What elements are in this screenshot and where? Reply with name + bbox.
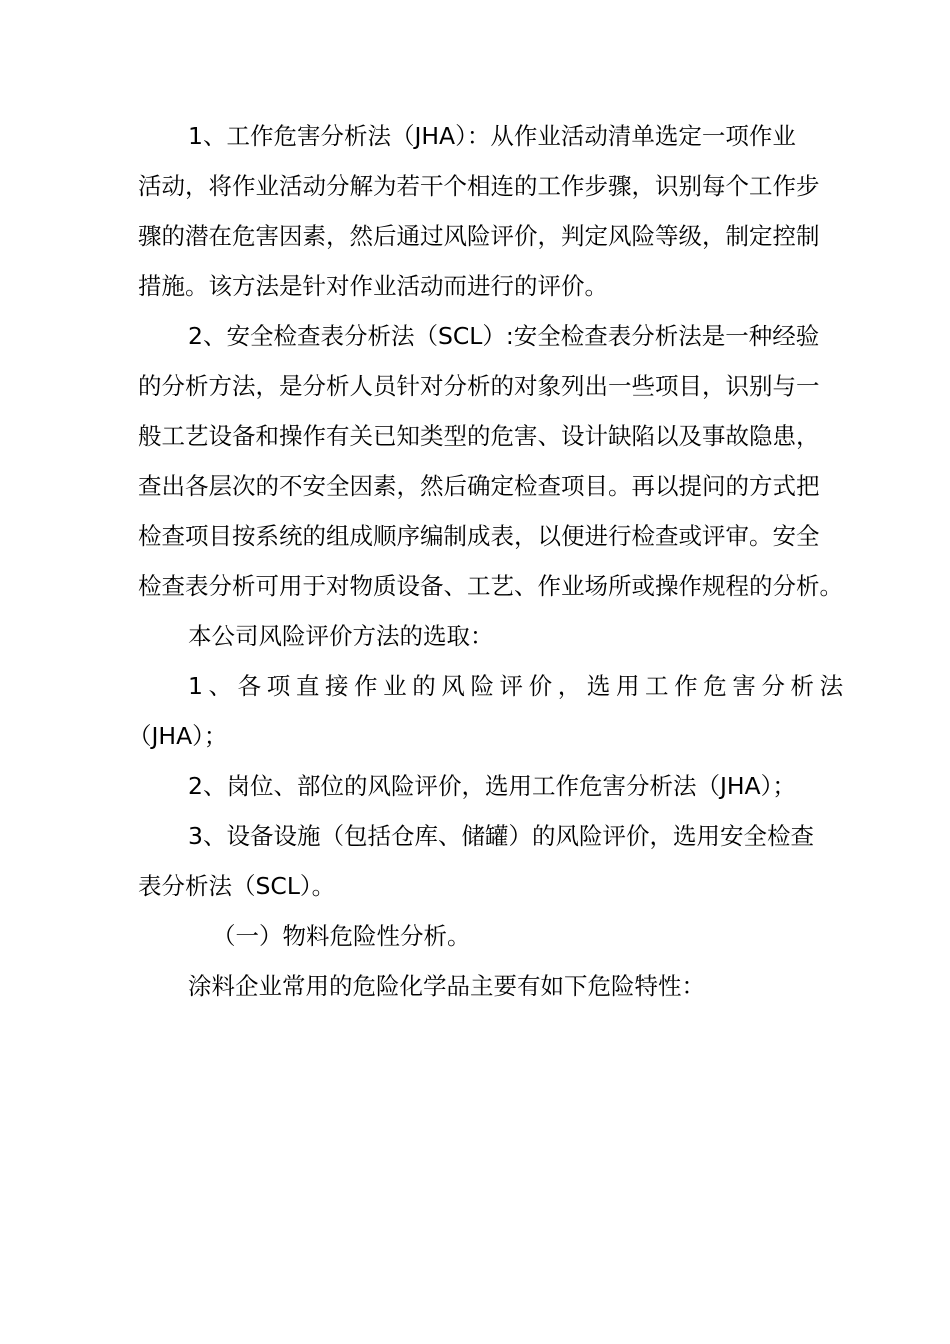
scl-line-2: 的分析方法，是分析人员针对分析的对象列出一些项目，识别与一 bbox=[138, 372, 820, 400]
selection-1-line-1: 1、各项直接作业的风险评价，选用工作危害分析法 bbox=[188, 672, 849, 700]
section-heading: （一）物料危险性分析。 bbox=[212, 922, 471, 950]
jha-line-4: 措施。该方法是针对作业活动而进行的评价。 bbox=[138, 272, 608, 300]
jha-line-3: 骤的潜在危害因素，然后通过风险评价，判定风险等级，制定控制 bbox=[138, 222, 820, 250]
selection-2: 2、岗位、部位的风险评价，选用工作危害分析法（JHA）； bbox=[188, 772, 796, 800]
jha-line-1: 1、工作危害分析法（JHA）：从作业活动清单选定一项作业 bbox=[188, 122, 796, 150]
selection-3-line-2: 表分析法（SCL）。 bbox=[138, 872, 336, 900]
selection-heading: 本公司风险评价方法的选取： bbox=[188, 622, 494, 650]
jha-line-2: 活动，将作业活动分解为若干个相连的工作步骤，识别每个工作步 bbox=[138, 172, 820, 200]
selection-3-line-1: 3、设备设施（包括仓库、储罐）的风险评价，选用安全检查 bbox=[188, 822, 814, 850]
scl-line-1: 2、安全检查表分析法（SCL）:安全检查表分析法是一种经验 bbox=[188, 322, 820, 350]
scl-line-5: 检查项目按系统的组成顺序编制成表，以便进行检查或评审。安全 bbox=[138, 522, 820, 550]
hazard-intro: 涂料企业常用的危险化学品主要有如下危险特性： bbox=[188, 972, 705, 1000]
scl-line-4: 查出各层次的不安全因素，然后确定检查项目。再以提问的方式把 bbox=[138, 472, 820, 500]
selection-1-line-2: （JHA）； bbox=[128, 722, 228, 750]
scl-line-3: 般工艺设备和操作有关已知类型的危害、设计缺陷以及事故隐患， bbox=[138, 422, 820, 450]
scl-line-6: 检查表分析可用于对物质设备、工艺、作业场所或操作规程的分析。 bbox=[138, 572, 843, 600]
